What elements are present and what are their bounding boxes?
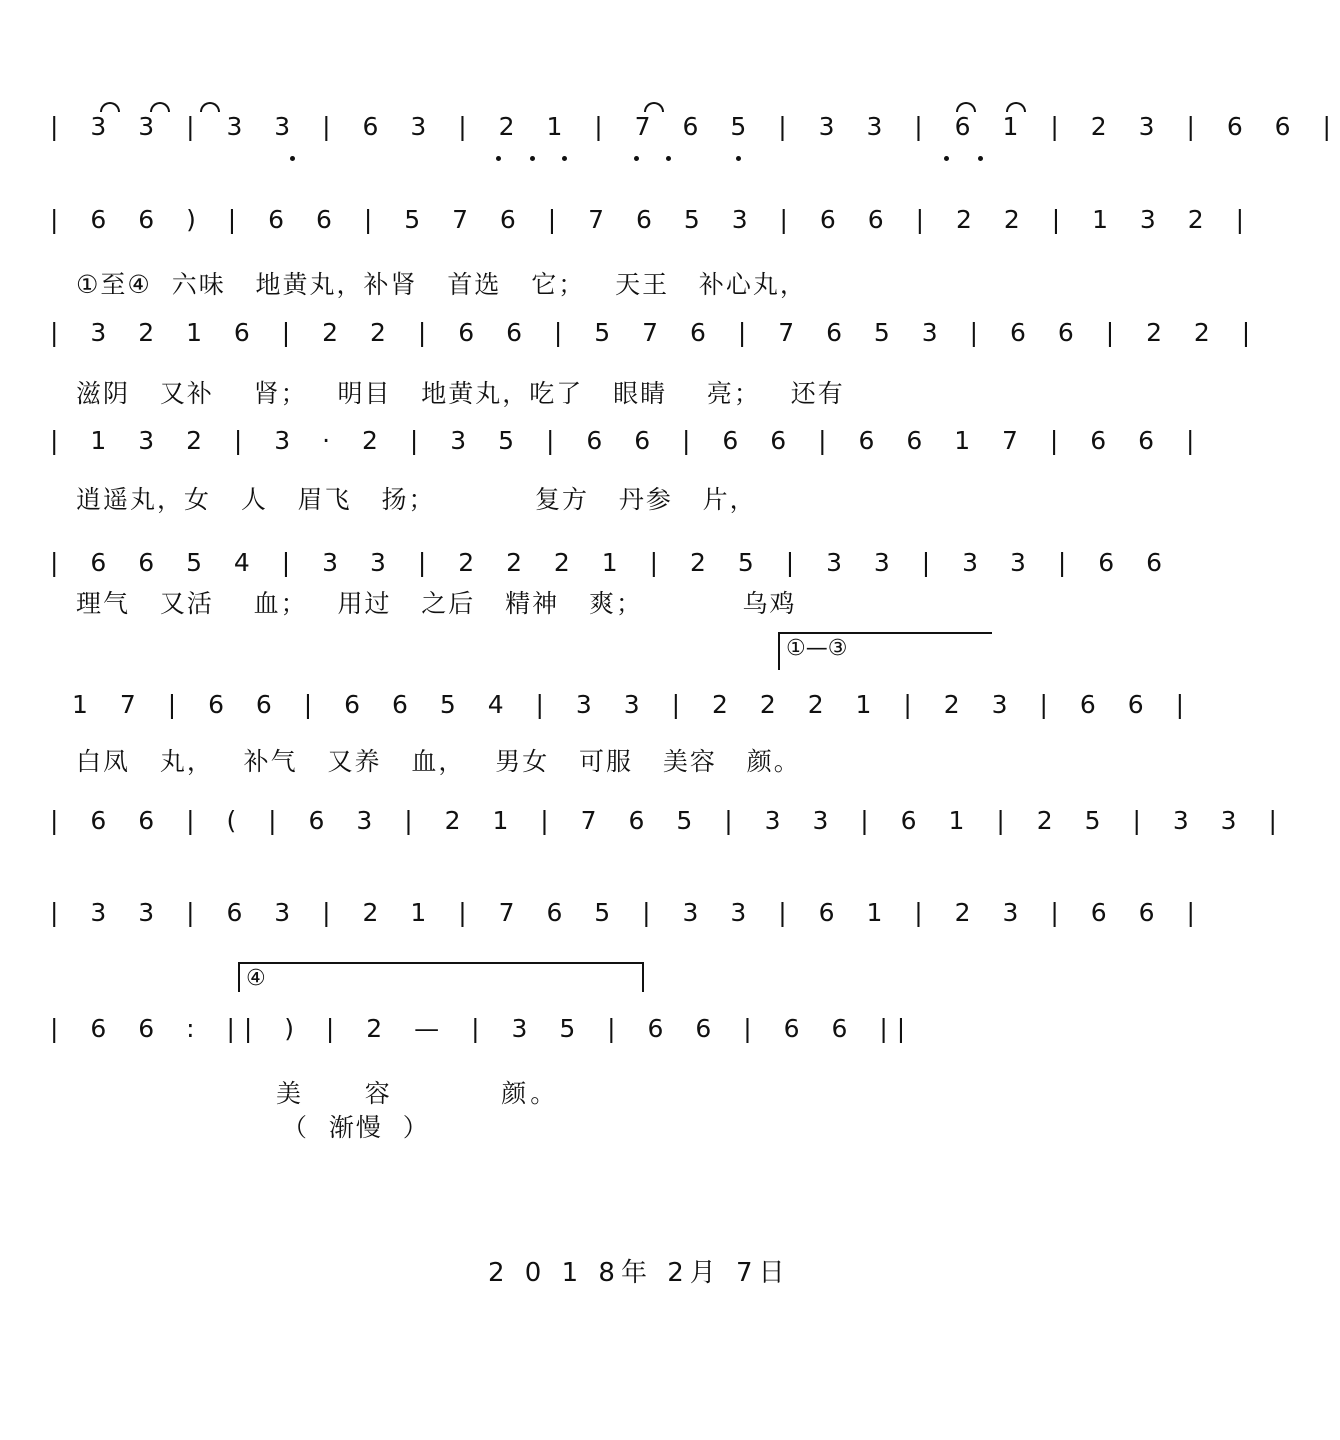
octave-dot bbox=[736, 156, 741, 161]
notation-row-1: | 3 3 | 3 3 | 6 3 | 2 1 | 7 6 5 | 3 3 | 6 1 | 2 3 | 6 6 | bbox=[50, 112, 1340, 141]
lyrics-line-5: 白凤 丸， 补气 又养 血， 男女 可服 美容 颜。 bbox=[76, 747, 801, 776]
tie-arc bbox=[644, 102, 664, 112]
octave-dot bbox=[944, 156, 949, 161]
notation-row-8: | 3 3 | 6 3 | 2 1 | 7 6 5 | 3 3 | 6 1 | 2 3 | 6 6 | bbox=[50, 898, 1204, 927]
tempo-marking: （ 渐慢 ） bbox=[282, 1113, 430, 1142]
volta-first-ending bbox=[778, 632, 992, 670]
notation-row-4: | 1 3 2 | 3 · 2 | 3 5 | 6 6 | 6 6 | 6 6 1 7 | 6 6 | bbox=[50, 426, 1204, 455]
notation-row-9: | 6 6 : || ) | 2 — | 3 5 | 6 6 | 6 6 || bbox=[50, 1014, 915, 1043]
notation-row-5: | 6 6 5 4 | 3 3 | 2 2 2 1 | 2 5 | 3 3 | 3 3 | 6 6 bbox=[50, 548, 1171, 577]
tie-arc bbox=[100, 102, 120, 112]
lyrics-line-6: 美 容 颜。 bbox=[276, 1079, 560, 1108]
octave-dot bbox=[496, 156, 501, 161]
lyrics-line-3: 逍遥丸，女 人 眉飞 扬； 复方 丹参 片， bbox=[76, 485, 757, 514]
notation-row-6: 1 7 | 6 6 | 6 6 5 4 | 3 3 | 2 2 2 1 | 2 3 | 6 6 | bbox=[72, 690, 1193, 719]
octave-dot bbox=[634, 156, 639, 161]
volta-second-ending bbox=[238, 962, 644, 992]
tie-arc bbox=[150, 102, 170, 112]
tie-arc bbox=[956, 102, 976, 112]
octave-dot bbox=[562, 156, 567, 161]
lyrics-line-4: 理气 又活 血； 用过 之后 精神 爽； 乌鸡 bbox=[76, 589, 797, 618]
octave-dot bbox=[666, 156, 671, 161]
notation-row-7: | 6 6 | ( | 6 3 | 2 1 | 7 6 5 | 3 3 | 6 1 | 2 5 | 3 3 | bbox=[50, 806, 1286, 835]
notation-row-3: | 3 2 1 6 | 2 2 | 6 6 | 5 7 6 | 7 6 5 3 | 6 6 | 2 2 | bbox=[50, 318, 1260, 347]
lyrics-line-2: 滋阴 又补 肾； 明目 地黄丸，吃了 眼睛 亮； 还有 bbox=[76, 379, 845, 408]
octave-dot bbox=[290, 156, 295, 161]
octave-dot bbox=[530, 156, 535, 161]
tie-arc bbox=[200, 102, 220, 112]
volta-first-label: ①—③ bbox=[786, 636, 848, 661]
notation-row-2: | 6 6 ) | 6 6 | 5 7 6 | 7 6 5 3 | 6 6 | 2 2 | 1 3 2 | bbox=[50, 205, 1254, 234]
tie-arc bbox=[1006, 102, 1026, 112]
lyrics-line-1: ①至④ 六味 地黄丸，补肾 首选 它； 天王 补心丸， bbox=[76, 270, 807, 299]
volta-second-label: ④ bbox=[246, 966, 266, 991]
octave-dot bbox=[978, 156, 983, 161]
date-stamp: 2 0 1 8年 2月 7日 bbox=[488, 1258, 791, 1288]
